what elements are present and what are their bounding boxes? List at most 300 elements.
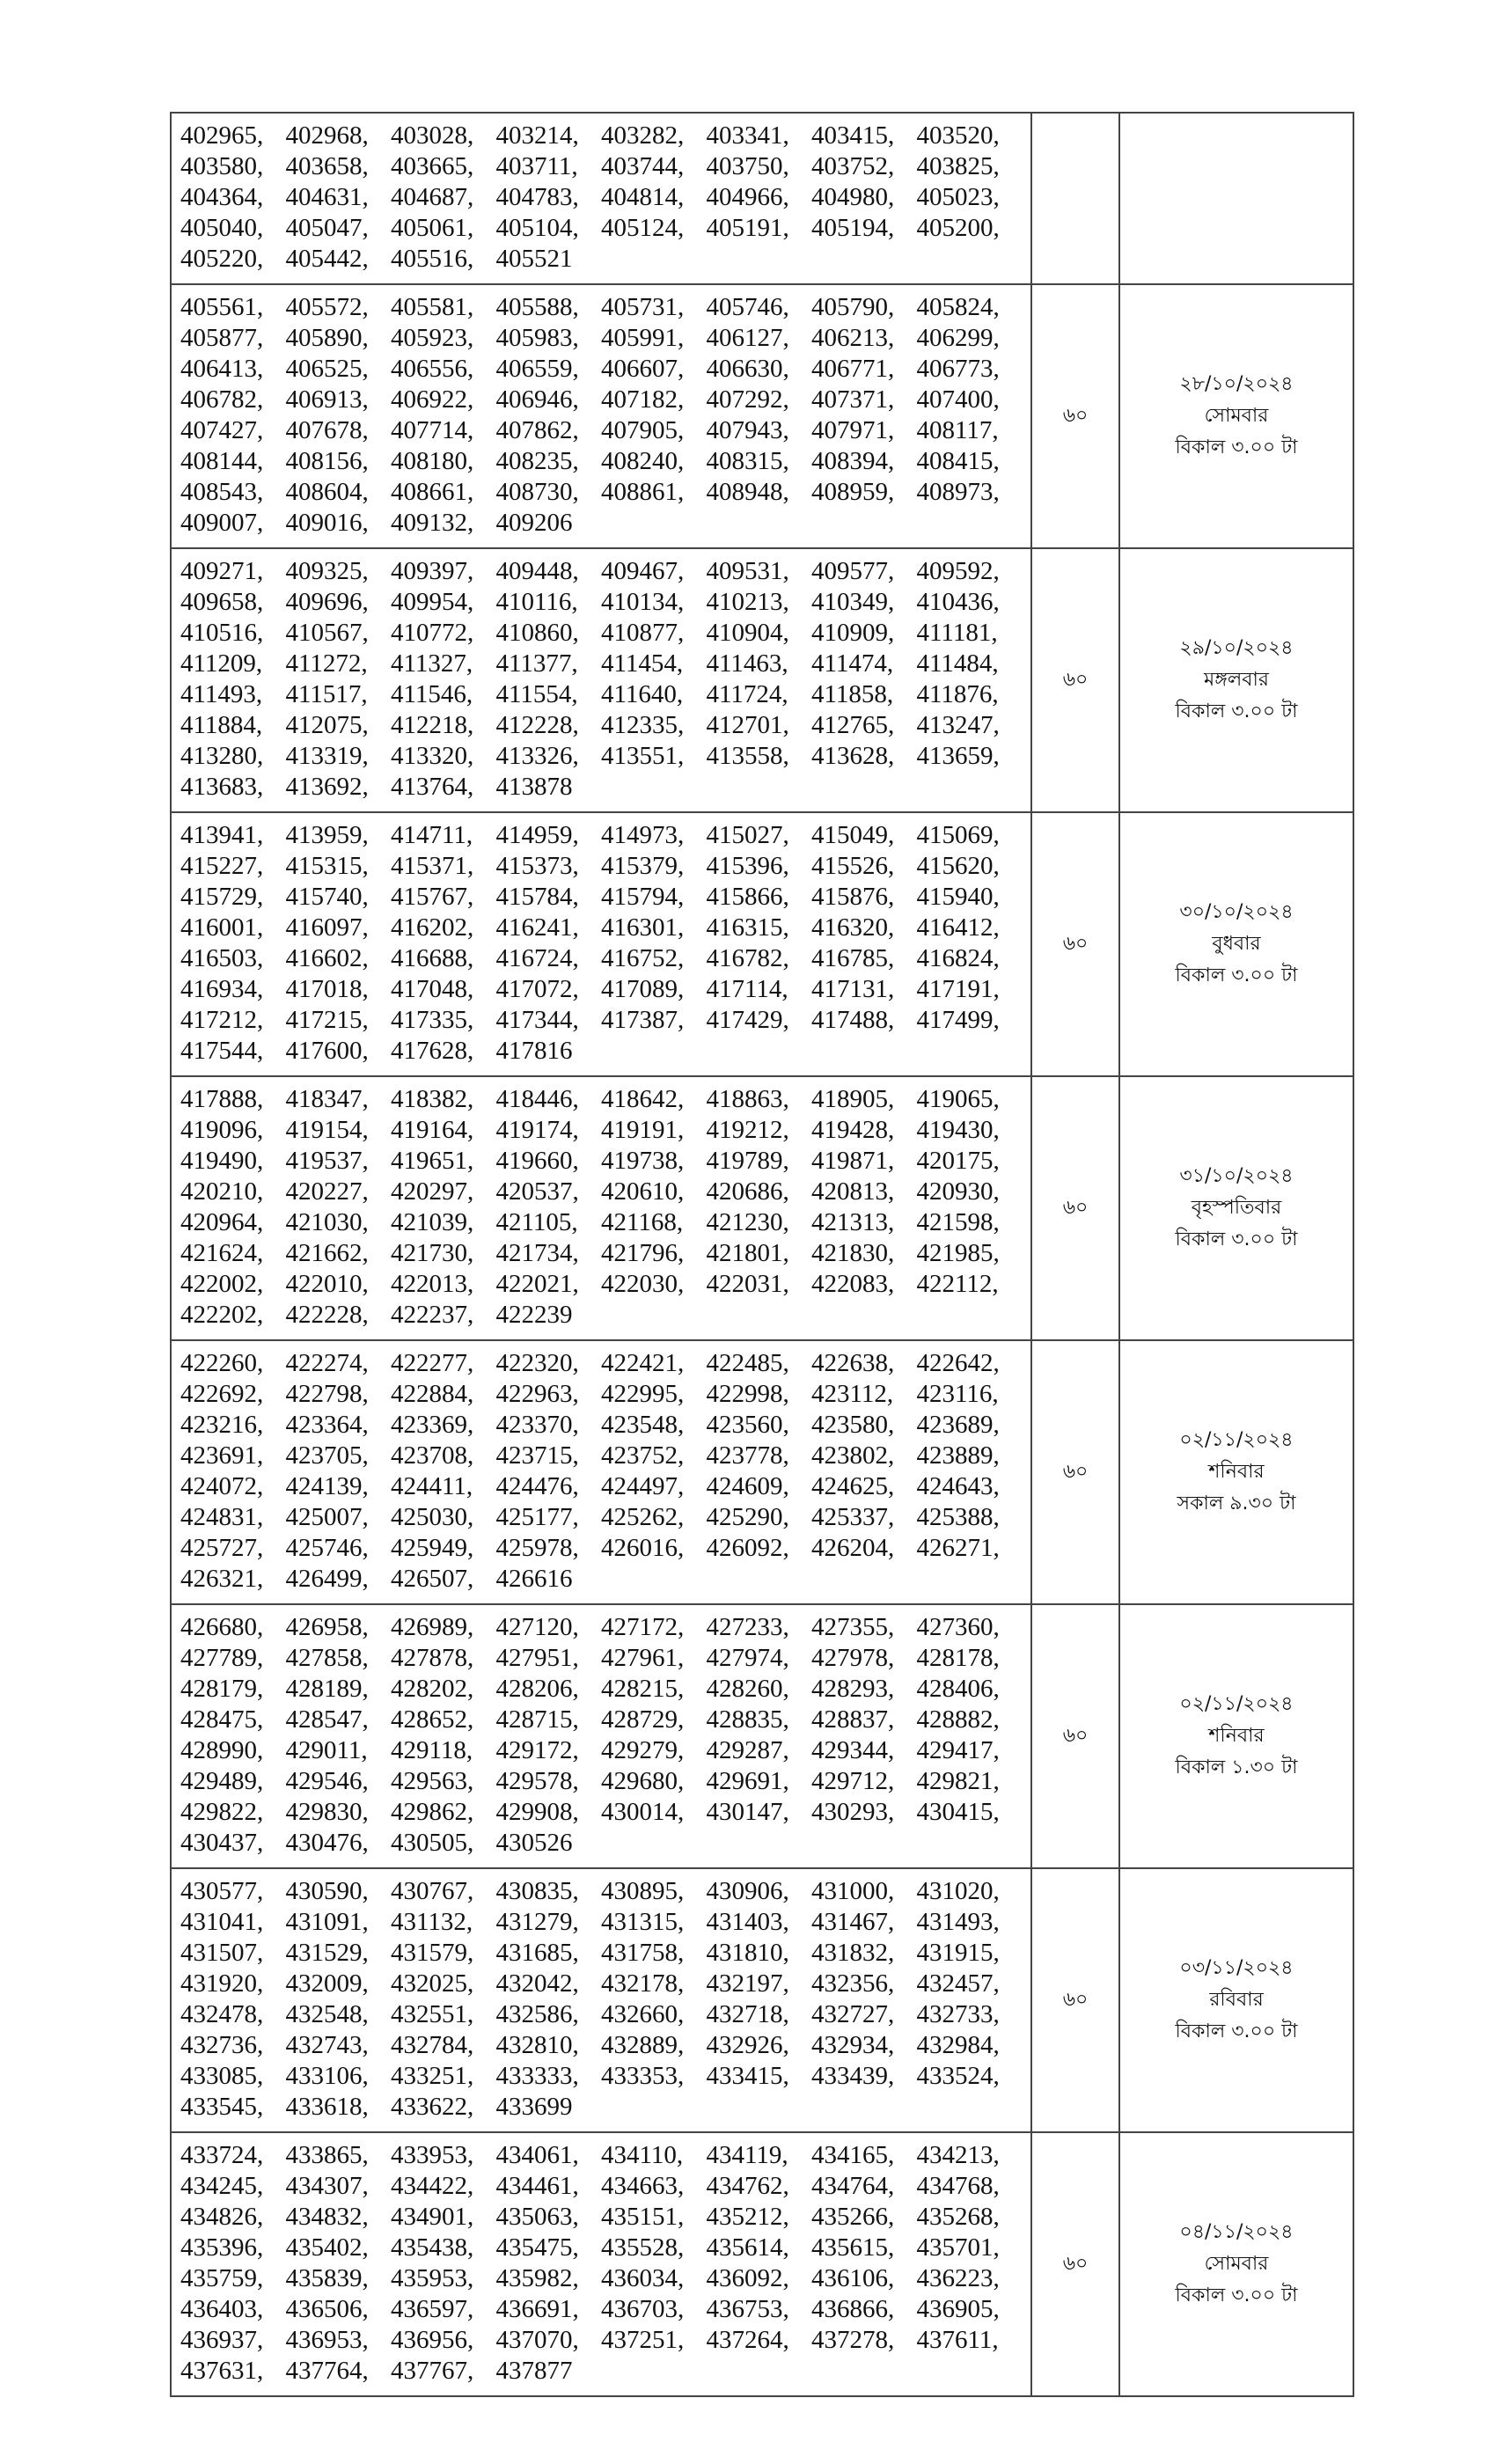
roll-number: 425727, bbox=[180, 1534, 264, 1562]
roll-number: 419537, bbox=[285, 1147, 369, 1175]
roll-number: 411876, bbox=[916, 680, 999, 708]
exam-schedule-cell bbox=[1119, 1604, 1353, 1868]
roll-number: 415729, bbox=[180, 883, 264, 911]
roll-number: 405040, bbox=[180, 214, 264, 242]
roll-number-list bbox=[172, 114, 1030, 283]
roll-number: 405023, bbox=[916, 183, 1000, 211]
roll-number: 406299, bbox=[916, 324, 1000, 352]
roll-number: 429578, bbox=[495, 1767, 579, 1795]
roll-number: 405442, bbox=[285, 245, 369, 273]
roll-number: 411327, bbox=[391, 649, 473, 678]
roll-number: 417089, bbox=[601, 975, 685, 1003]
roll-number: 435063, bbox=[495, 2203, 579, 2231]
roll-number: 419065, bbox=[916, 1085, 1000, 1113]
roll-number: 416503, bbox=[180, 944, 264, 972]
roll-number: 407427, bbox=[180, 416, 264, 444]
roll-number: 426958, bbox=[285, 1613, 369, 1641]
roll-number-list bbox=[172, 813, 1030, 1075]
roll-number: 433953, bbox=[391, 2141, 474, 2169]
roll-number: 410860, bbox=[495, 619, 579, 647]
roll-number: 421168, bbox=[601, 1208, 684, 1236]
roll-number: 413959, bbox=[285, 821, 369, 849]
roll-number: 407905, bbox=[601, 416, 685, 444]
roll-number: 423705, bbox=[285, 1441, 369, 1470]
roll-number: 425337, bbox=[811, 1503, 895, 1531]
roll-number: 423364, bbox=[285, 1411, 369, 1439]
roll-number: 429563, bbox=[391, 1767, 474, 1795]
roll-number: 422998, bbox=[706, 1380, 789, 1408]
schedule-table bbox=[170, 112, 1354, 2397]
roll-number: 426507, bbox=[391, 1565, 474, 1593]
roll-number: 411272, bbox=[285, 649, 368, 678]
roll-number: 420610, bbox=[601, 1177, 685, 1206]
roll-number: 405516, bbox=[391, 245, 474, 273]
roll-number: 409954, bbox=[391, 588, 474, 616]
roll-number: 409016, bbox=[285, 509, 369, 537]
roll-number: 428837, bbox=[811, 1705, 895, 1734]
roll-number: 407943, bbox=[706, 416, 789, 444]
roll-number: 425388, bbox=[916, 1503, 1000, 1531]
roll-number: 405047, bbox=[285, 214, 369, 242]
roll-number: 430505, bbox=[391, 1829, 474, 1857]
roll-number: 431832, bbox=[811, 1939, 895, 1967]
exam-day: শনিবার bbox=[1208, 1725, 1265, 1747]
roll-number: 429862, bbox=[391, 1798, 474, 1826]
table-row bbox=[171, 1340, 1353, 1604]
roll-number: 417344, bbox=[495, 1006, 579, 1034]
roll-number: 429821, bbox=[916, 1767, 1000, 1795]
roll-number: 430014, bbox=[601, 1798, 685, 1826]
roll-number: 406946, bbox=[495, 385, 579, 414]
roll-number: 421624, bbox=[180, 1239, 264, 1267]
exam-time: বিকাল ১.৩০ টা bbox=[1175, 1756, 1298, 1778]
roll-number: 431403, bbox=[706, 1908, 789, 1936]
candidate-count: ৬০ bbox=[1062, 668, 1089, 691]
roll-number: 421039, bbox=[391, 1208, 474, 1236]
roll-number: 413326, bbox=[495, 742, 579, 770]
roll-number: 407400, bbox=[916, 385, 1000, 414]
roll-number: 403744, bbox=[601, 152, 685, 180]
roll-number: 433085, bbox=[180, 2062, 264, 2090]
candidate-count-cell bbox=[1031, 113, 1119, 284]
roll-number: 408144, bbox=[180, 447, 264, 475]
roll-number: 433724, bbox=[180, 2141, 264, 2169]
roll-number: 412228, bbox=[495, 711, 579, 739]
roll-number: 419871, bbox=[811, 1147, 895, 1175]
exam-schedule-cell bbox=[1119, 812, 1353, 1076]
roll-number: 415373, bbox=[495, 852, 579, 880]
exam-time: বিকাল ৩.০০ টা bbox=[1175, 2284, 1298, 2306]
roll-number: 424072, bbox=[180, 1472, 264, 1500]
roll-number: 432810, bbox=[495, 2031, 579, 2059]
roll-number-list bbox=[172, 1605, 1030, 1867]
roll-numbers-cell bbox=[171, 548, 1031, 812]
table-row bbox=[171, 2132, 1353, 2396]
roll-number: 435268, bbox=[916, 2203, 1000, 2231]
table-row bbox=[171, 113, 1353, 284]
roll-number: 410909, bbox=[811, 619, 895, 647]
roll-number: 422202, bbox=[180, 1301, 264, 1329]
roll-number: 430895, bbox=[601, 1877, 685, 1905]
roll-number: 407862, bbox=[495, 416, 579, 444]
roll-number: 406559, bbox=[495, 355, 579, 383]
roll-number: 434832, bbox=[285, 2203, 369, 2231]
roll-number: 432178, bbox=[601, 1969, 685, 1998]
roll-number: 419212, bbox=[706, 1116, 789, 1144]
roll-number: 415526, bbox=[811, 852, 895, 880]
roll-number: 430476, bbox=[285, 1829, 369, 1857]
roll-number: 437877 bbox=[495, 2357, 573, 2385]
roll-number: 431507, bbox=[180, 1939, 264, 1967]
roll-number: 410213, bbox=[706, 588, 789, 616]
roll-number: 417600, bbox=[285, 1037, 369, 1065]
roll-number: 423691, bbox=[180, 1441, 264, 1470]
roll-number: 413320, bbox=[391, 742, 474, 770]
roll-number: 435475, bbox=[495, 2233, 579, 2262]
roll-number: 412335, bbox=[601, 711, 685, 739]
roll-number: 432736, bbox=[180, 2031, 264, 2059]
roll-number: 433439, bbox=[811, 2062, 895, 2090]
roll-number: 431279, bbox=[495, 1908, 579, 1936]
candidate-count: ৬০ bbox=[1062, 1460, 1089, 1483]
roll-number: 435438, bbox=[391, 2233, 474, 2262]
roll-number: 424609, bbox=[706, 1472, 789, 1500]
exam-day: সোমবার bbox=[1204, 405, 1269, 427]
exam-date: ০২/১১/২০২৪ bbox=[1179, 1693, 1294, 1715]
roll-number: 410436, bbox=[916, 588, 1000, 616]
roll-number: 411377, bbox=[495, 649, 578, 678]
roll-number: 412218, bbox=[391, 711, 474, 739]
roll-number: 410134, bbox=[601, 588, 685, 616]
roll-number: 417191, bbox=[916, 975, 1000, 1003]
roll-number: 425949, bbox=[391, 1534, 474, 1562]
roll-number: 423112, bbox=[811, 1380, 894, 1408]
roll-number: 420227, bbox=[285, 1177, 369, 1206]
roll-number: 416688, bbox=[391, 944, 474, 972]
roll-number: 407971, bbox=[811, 416, 895, 444]
roll-number: 432586, bbox=[495, 2000, 579, 2028]
roll-number: 416824, bbox=[916, 944, 1000, 972]
roll-number: 433106, bbox=[285, 2062, 369, 2090]
table-row bbox=[171, 548, 1353, 812]
roll-number: 409531, bbox=[706, 557, 789, 585]
roll-number: 423369, bbox=[391, 1411, 474, 1439]
roll-number: 428715, bbox=[495, 1705, 579, 1734]
roll-number: 415784, bbox=[495, 883, 579, 911]
roll-numbers-cell bbox=[171, 1340, 1031, 1604]
roll-number: 411884, bbox=[180, 711, 263, 739]
roll-number: 431493, bbox=[916, 1908, 1000, 1936]
roll-number: 405104, bbox=[495, 214, 579, 242]
roll-number: 402968, bbox=[285, 121, 369, 150]
roll-number: 411546, bbox=[391, 680, 473, 708]
schedule-table-body bbox=[171, 113, 1353, 2396]
roll-number: 410516, bbox=[180, 619, 264, 647]
roll-number: 415049, bbox=[811, 821, 895, 849]
roll-number: 416301, bbox=[601, 913, 685, 942]
roll-number: 405890, bbox=[285, 324, 369, 352]
roll-number: 436937, bbox=[180, 2326, 264, 2354]
roll-number: 420964, bbox=[180, 1208, 264, 1236]
roll-number: 430415, bbox=[916, 1798, 1000, 1826]
candidate-count: ৬০ bbox=[1062, 1988, 1089, 2011]
roll-number: 430293, bbox=[811, 1798, 895, 1826]
roll-number: 425262, bbox=[601, 1503, 685, 1531]
roll-number: 427858, bbox=[285, 1644, 369, 1672]
roll-number: 437251, bbox=[601, 2326, 685, 2354]
roll-number: 435212, bbox=[706, 2203, 789, 2231]
roll-number: 435982, bbox=[495, 2264, 579, 2292]
roll-number: 429546, bbox=[285, 1767, 369, 1795]
roll-number: 415794, bbox=[601, 883, 685, 911]
roll-number: 406782, bbox=[180, 385, 264, 414]
roll-number: 425978, bbox=[495, 1534, 579, 1562]
roll-number: 409467, bbox=[601, 557, 685, 585]
roll-number: 414973, bbox=[601, 821, 685, 849]
roll-number: 421796, bbox=[601, 1239, 685, 1267]
roll-number: 412765, bbox=[811, 711, 895, 739]
roll-number: 417072, bbox=[495, 975, 579, 1003]
roll-number: 415620, bbox=[916, 852, 1000, 880]
roll-number: 412701, bbox=[706, 711, 789, 739]
roll-number: 405983, bbox=[495, 324, 579, 352]
roll-number: 434213, bbox=[916, 2141, 1000, 2169]
roll-number: 435614, bbox=[706, 2233, 789, 2262]
roll-number: 424643, bbox=[916, 1472, 1000, 1500]
exam-date: ৩০/১০/২০২৪ bbox=[1179, 901, 1294, 923]
roll-number: 435402, bbox=[285, 2233, 369, 2262]
roll-number-list bbox=[172, 1077, 1030, 1339]
roll-numbers-cell bbox=[171, 284, 1031, 548]
exam-time: সকাল ৯.৩০ টা bbox=[1177, 1492, 1296, 1514]
roll-number: 430147, bbox=[706, 1798, 789, 1826]
roll-number: 403520, bbox=[916, 121, 1000, 150]
roll-number: 408156, bbox=[285, 447, 369, 475]
exam-time: বিকাল ৩.০০ টা bbox=[1175, 1228, 1298, 1250]
roll-number: 431685, bbox=[495, 1939, 579, 1967]
roll-number: 422260, bbox=[180, 1349, 264, 1377]
roll-number: 431529, bbox=[285, 1939, 369, 1967]
roll-number: 432551, bbox=[391, 2000, 474, 2028]
table-row bbox=[171, 284, 1353, 548]
roll-number: 436691, bbox=[495, 2295, 579, 2323]
roll-number: 422237, bbox=[391, 1301, 474, 1329]
roll-number: 409448, bbox=[495, 557, 579, 585]
roll-number: 419660, bbox=[495, 1147, 579, 1175]
roll-number: 423715, bbox=[495, 1441, 579, 1470]
roll-number: 436866, bbox=[811, 2295, 895, 2323]
roll-number: 419096, bbox=[180, 1116, 264, 1144]
roll-number: 434826, bbox=[180, 2203, 264, 2231]
exam-date: ০২/১১/২০২৪ bbox=[1179, 1429, 1294, 1451]
table-row bbox=[171, 812, 1353, 1076]
roll-numbers-cell bbox=[171, 1604, 1031, 1868]
exam-day: বৃহস্পতিবার bbox=[1191, 1197, 1282, 1219]
roll-number: 416785, bbox=[811, 944, 895, 972]
roll-number: 415227, bbox=[180, 852, 264, 880]
roll-number: 423116, bbox=[916, 1380, 999, 1408]
roll-number: 403282, bbox=[601, 121, 685, 150]
roll-number: 406607, bbox=[601, 355, 685, 383]
roll-number: 425007, bbox=[285, 1503, 369, 1531]
roll-number: 417628, bbox=[391, 1037, 474, 1065]
roll-number: 430526 bbox=[495, 1829, 573, 1857]
roll-numbers-cell bbox=[171, 812, 1031, 1076]
roll-number: 413659, bbox=[916, 742, 1000, 770]
roll-number: 435615, bbox=[811, 2233, 895, 2262]
roll-number: 432727, bbox=[811, 2000, 895, 2028]
roll-number: 403750, bbox=[706, 152, 789, 180]
roll-number: 434165, bbox=[811, 2141, 895, 2169]
roll-number: 432457, bbox=[916, 1969, 1000, 1998]
roll-number: 415866, bbox=[706, 883, 789, 911]
roll-number: 422995, bbox=[601, 1380, 685, 1408]
roll-number: 421030, bbox=[285, 1208, 369, 1236]
roll-number: 431041, bbox=[180, 1908, 264, 1936]
table-row bbox=[171, 1868, 1353, 2132]
roll-number: 410567, bbox=[285, 619, 369, 647]
roll-number: 405824, bbox=[916, 293, 1000, 321]
roll-number: 420537, bbox=[495, 1177, 579, 1206]
roll-number: 432889, bbox=[601, 2031, 685, 2059]
roll-number: 437278, bbox=[811, 2326, 895, 2354]
roll-number: 432926, bbox=[706, 2031, 789, 2059]
exam-date: ০৩/১১/২০২৪ bbox=[1179, 1957, 1294, 1979]
roll-number: 426616 bbox=[495, 1565, 573, 1593]
exam-date: ৩১/১০/২০২৪ bbox=[1179, 1165, 1294, 1187]
roll-number: 416782, bbox=[706, 944, 789, 972]
roll-number: 433622, bbox=[391, 2093, 474, 2121]
roll-number: 402965, bbox=[180, 121, 264, 150]
roll-number: 431132, bbox=[391, 1908, 473, 1936]
roll-number: 408235, bbox=[495, 447, 579, 475]
roll-number: 408543, bbox=[180, 478, 264, 506]
roll-number: 432660, bbox=[601, 2000, 685, 2028]
roll-number: 405923, bbox=[391, 324, 474, 352]
roll-number: 409271, bbox=[180, 557, 264, 585]
roll-number: 404966, bbox=[706, 183, 789, 211]
roll-number: 433251, bbox=[391, 2062, 474, 2090]
roll-number: 430906, bbox=[706, 1877, 789, 1905]
roll-number: 422485, bbox=[706, 1349, 789, 1377]
roll-number: 403415, bbox=[811, 121, 895, 150]
roll-number: 431091, bbox=[285, 1908, 369, 1936]
roll-number: 403752, bbox=[811, 152, 895, 180]
roll-number: 423778, bbox=[706, 1441, 789, 1470]
roll-number: 423802, bbox=[811, 1441, 895, 1470]
roll-number: 422884, bbox=[391, 1380, 474, 1408]
roll-number: 422963, bbox=[495, 1380, 579, 1408]
roll-number: 410877, bbox=[601, 619, 685, 647]
roll-number: 420210, bbox=[180, 1177, 264, 1206]
roll-number: 422010, bbox=[285, 1270, 369, 1298]
roll-number: 406213, bbox=[811, 324, 895, 352]
roll-number: 420175, bbox=[916, 1147, 1000, 1175]
candidate-count-cell bbox=[1031, 1076, 1119, 1340]
table-row bbox=[171, 1076, 1353, 1340]
roll-number: 421734, bbox=[495, 1239, 579, 1267]
candidate-count-cell bbox=[1031, 1604, 1119, 1868]
candidate-count-cell bbox=[1031, 1340, 1119, 1604]
roll-number: 429417, bbox=[916, 1736, 1000, 1764]
roll-number: 406771, bbox=[811, 355, 895, 383]
roll-number: 428406, bbox=[916, 1675, 1000, 1703]
roll-number: 409696, bbox=[285, 588, 369, 616]
roll-number: 406773, bbox=[916, 355, 1000, 383]
roll-number: 405124, bbox=[601, 214, 685, 242]
roll-number: 415740, bbox=[285, 883, 369, 911]
roll-number: 416724, bbox=[495, 944, 579, 972]
roll-number: 422002, bbox=[180, 1270, 264, 1298]
roll-number: 406913, bbox=[285, 385, 369, 414]
roll-number: 434901, bbox=[391, 2203, 474, 2231]
roll-number: 410904, bbox=[706, 619, 789, 647]
roll-number: 434245, bbox=[180, 2172, 264, 2200]
roll-number: 404687, bbox=[391, 183, 474, 211]
roll-number: 432784, bbox=[391, 2031, 474, 2059]
exam-schedule-cell bbox=[1119, 1868, 1353, 2132]
roll-number: 436106, bbox=[811, 2264, 895, 2292]
table-row bbox=[171, 1604, 1353, 1868]
roll-number: 431810, bbox=[706, 1939, 789, 1967]
roll-number: 429712, bbox=[811, 1767, 895, 1795]
roll-number: 415940, bbox=[916, 883, 1000, 911]
roll-number: 418642, bbox=[601, 1085, 685, 1113]
roll-number: 419191, bbox=[601, 1116, 685, 1144]
roll-number: 428729, bbox=[601, 1705, 685, 1734]
roll-number: 418863, bbox=[706, 1085, 789, 1113]
roll-number: 413764, bbox=[391, 773, 474, 801]
roll-number: 410772, bbox=[391, 619, 474, 647]
roll-number: 419651, bbox=[391, 1147, 474, 1175]
roll-number: 429344, bbox=[811, 1736, 895, 1764]
roll-number: 431000, bbox=[811, 1877, 895, 1905]
candidate-count: ৬০ bbox=[1062, 1724, 1089, 1747]
roll-number: 422638, bbox=[811, 1349, 895, 1377]
roll-number: 405877, bbox=[180, 324, 264, 352]
roll-number: 416752, bbox=[601, 944, 685, 972]
roll-number: 435266, bbox=[811, 2203, 895, 2231]
roll-number: 428215, bbox=[601, 1675, 685, 1703]
roll-number: 411454, bbox=[601, 649, 684, 678]
candidate-count: ৬০ bbox=[1062, 404, 1089, 427]
roll-number: 408604, bbox=[285, 478, 369, 506]
roll-number: 417429, bbox=[706, 1006, 789, 1034]
roll-number: 413683, bbox=[180, 773, 264, 801]
roll-number: 436703, bbox=[601, 2295, 685, 2323]
roll-number: 413558, bbox=[706, 742, 789, 770]
roll-number: 407182, bbox=[601, 385, 685, 414]
roll-number: 417018, bbox=[285, 975, 369, 1003]
roll-number: 404783, bbox=[495, 183, 579, 211]
roll-number: 409658, bbox=[180, 588, 264, 616]
roll-number: 409592, bbox=[916, 557, 1000, 585]
roll-number: 421230, bbox=[706, 1208, 789, 1236]
roll-number: 415069, bbox=[916, 821, 1000, 849]
roll-number: 422277, bbox=[391, 1349, 474, 1377]
exam-date: ২৮/১০/২০২৪ bbox=[1179, 373, 1294, 395]
roll-number: 434307, bbox=[285, 2172, 369, 2200]
roll-number: 405746, bbox=[706, 293, 789, 321]
roll-number: 435528, bbox=[601, 2233, 685, 2262]
exam-schedule-cell bbox=[1119, 1340, 1353, 1604]
roll-number: 418382, bbox=[391, 1085, 474, 1113]
roll-number: 415315, bbox=[285, 852, 369, 880]
roll-number: 420686, bbox=[706, 1177, 789, 1206]
roll-number: 430437, bbox=[180, 1829, 264, 1857]
roll-number: 417131, bbox=[811, 975, 895, 1003]
roll-number: 417212, bbox=[180, 1006, 264, 1034]
